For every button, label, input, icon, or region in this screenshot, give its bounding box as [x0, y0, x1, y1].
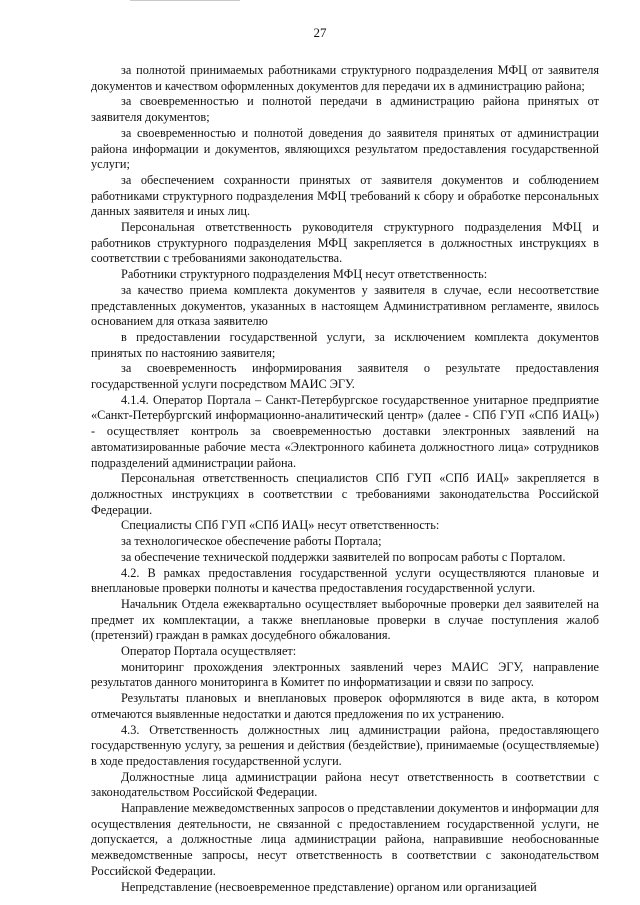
paragraph: Специалисты СПб ГУП «СПб ИАЦ» несут ответственность: [121, 518, 440, 533]
paragraph: за технологическое обеспечение работы Портала; [121, 534, 382, 549]
top-edge-rule [130, 0, 240, 1]
paragraph: за обеспечение технической поддержки заявителей по вопросам работы с Порталом. [121, 549, 566, 564]
paragraph: за своевременностью и полнотой доведения до заявителя принятых от администрации района информации и документов, являющихся результатом предоставления государственной услуги; [91, 125, 599, 172]
paragraph: 4.1.4. Оператор Портала – Санкт-Петербургское государственное унитарное предприятие «Санкт-Петербургский информационно-аналитический центр» (далее - СПб ГУП «СПб ИАЦ») - осуществляет контроль за своевременностью доставки электронных заявлений на автоматизированные рабочие места «Электронного кабинета должностного лица» сотрудников подразделений администрации района. [91, 392, 599, 470]
paragraph: Персональная ответственность специалистов СПб ГУП «СПб ИАЦ» закрепляется в должностных инструкциях в соответствии с требованиями законодательства Российской Федерации. [91, 471, 599, 517]
paragraph: Персональная ответственность руководителя структурного подразделения МФЦ и работников структурного подразделения МФЦ закрепляется в должностных инструкциях в соответствии с требованиями законодательства. [91, 220, 599, 266]
paragraph: в предоставлении государственной услуги, за исключением комплекта документов принятых по настоянию заявителя; [91, 329, 599, 360]
paragraph: за своевременностью и полнотой передачи в администрацию района принятых от заявителя документов; [91, 94, 599, 125]
paragraph: за полнотой принимаемых работниками структурного подразделения МФЦ от заявителя документов и качеством оформленных документов для передачи их в администрацию района; [91, 63, 599, 93]
paragraph: Непредставление (несвоевременное представление) органом или организацией [121, 879, 537, 894]
page-number: 27 [313, 25, 327, 40]
paragraph: за своевременность информирования заявителя о результате предоставления государственной услуги посредством МАИС ЭГУ. [91, 361, 599, 392]
paragraph: Оператор Портала осуществляет: [121, 644, 297, 659]
paragraph: 4.3. Ответственность должностных лиц администрации района, предоставляющего государственную услугу, за решения и действия (бездействие), принимаемые (осуществляемые) в ходе предоставления государственной услуги. [91, 722, 599, 768]
paragraph: Начальник Отдела ежеквартально осуществляет выборочные проверки дел заявителей на предмет их комплектации, а также внеплановые проверки в случае поступления жалоб (претензий) граждан в рамках досудебного обжалования. [91, 596, 599, 643]
paragraph: Должностные лица администрации района несут ответственность в соответствии с законодательством Российской Федерации. [91, 769, 599, 800]
paragraph: Результаты плановых и внеплановых проверок оформляются в виде акта, в котором отмечаются выявленные недостатки и даются предложения по их устранению. [91, 691, 599, 721]
paragraph: мониторинг прохождения электронных заявлений через МАИС ЭГУ, направление результатов данного мониторинга в Комитет по информатизации и связи по запросу. [91, 659, 599, 690]
paragraph: 4.2. В рамках предоставления государственной услуги осуществляются плановые и внеплановые проверки полноты и качества предоставления государственной услуги. [91, 565, 599, 596]
paragraph: Направление межведомственных запросов о представлении документов и информации для осуществления деятельности, не связанной с предоставлением государственной услуги, не допускается, а должностные лица администрации района, направившие необоснованные межведомственные запросы, несут ответственность в соответствии с законодательством Российской Федерации. [91, 801, 599, 878]
paragraph: за качество приема комплекта документов у заявителя в случае, если несоответствие представленных документов, указанных в настоящем Административном регламенте, явилось основанием для отказа заявителю [91, 282, 599, 329]
document-body [91, 63, 599, 895]
paragraph: за обеспечением сохранности принятых от заявителя документов и соблюдением работниками структурного подразделения МФЦ требований к сбору и обработке персональных данных заявителя и иных лиц. [91, 172, 599, 219]
paragraph: Работники структурного подразделения МФЦ несут ответственность: [121, 267, 488, 282]
